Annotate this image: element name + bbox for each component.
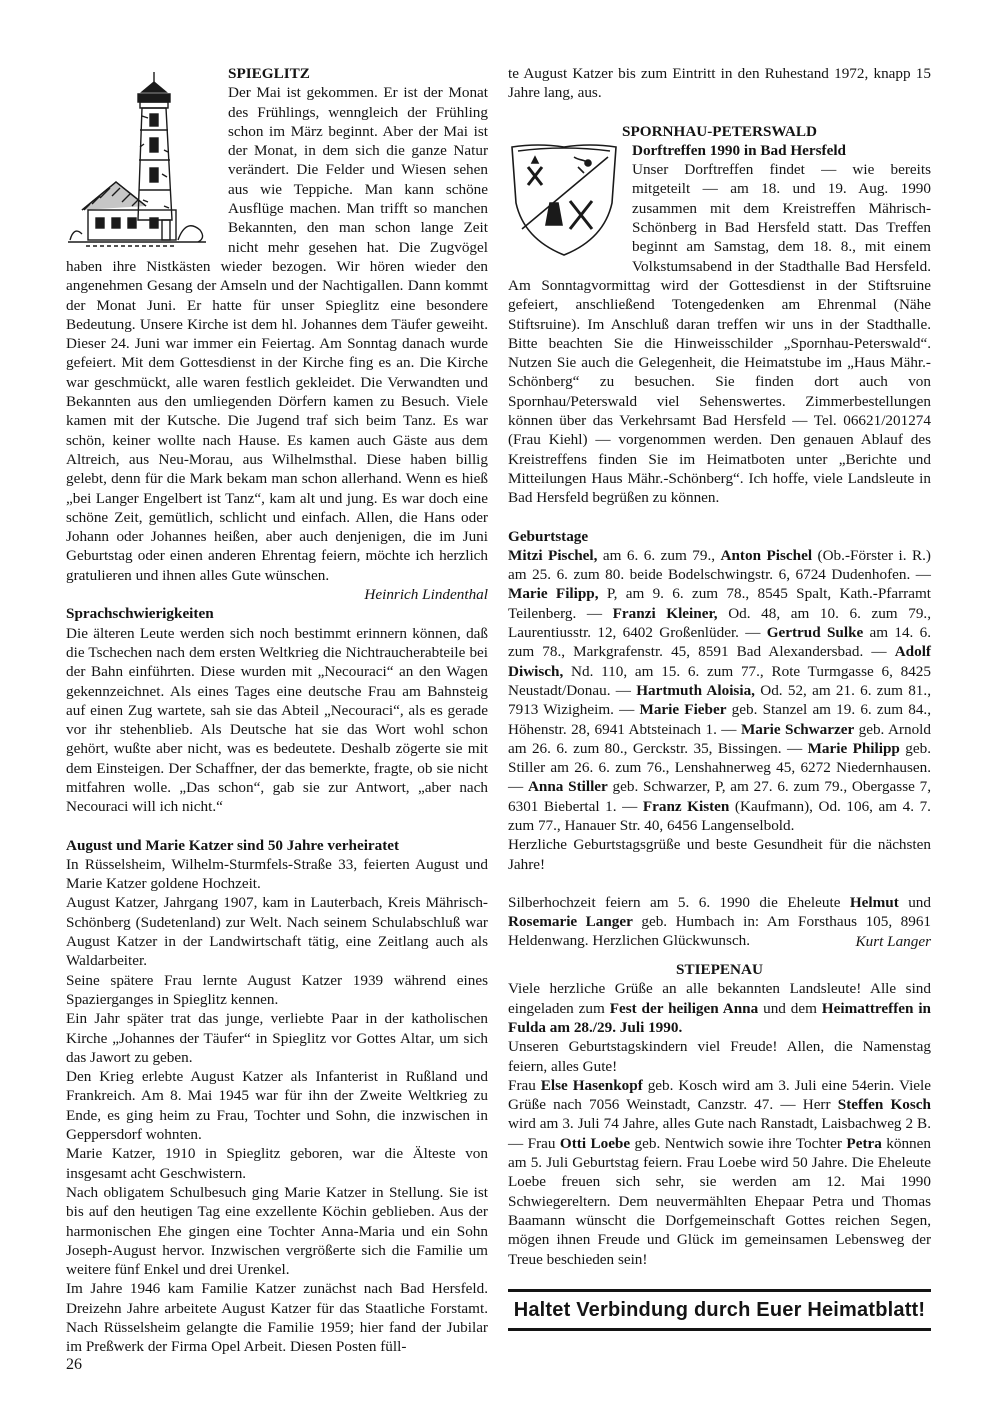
birthday-name: Marie Philipp bbox=[807, 739, 900, 757]
spornhau-heading: SPORNHAU-PETERSWALD bbox=[622, 122, 817, 140]
spieglitz-body: Der Mai ist gekommen. Er ist der Monat des Frühlings, wenngleich der Frühling schon im März beginnt. Aber der Mai ist der Monat, in dem sich die ganze Natur verändert. Die Felder und Wiesen sehen aus wie Teppiche. Man kann schöne Ausflüge machen. Man trifft so manchen Bekannten, den man schon lange Zeit nicht mehr gesehen hat. Die Zugvögel haben ihre Nistkästen wieder bezogen. Wir hören wieder den angenehmen Gesang der Amseln und der Nachtigallen. Dann kommt der Monat Juni. Er hatte für unser Spieglitz eine besondere Bedeutung. Unsere Kirche ist dem hl. Johannes dem Täufer geweiht. Dieser 24. Juni war immer ein Feiertag. Am Sonntag danach wurde gefeiert. Mit dem Gottesdienst in der Kirche fing es an. Die Kirche war geschmückt, alle waren festlich gekleidet. Die Verwandten und Bekannten aus den umliegenden Dörfern kamen zu Besuch. Viele kamen mit der Kutsche. Die Jugend traf sich beim Tanz. Es war schön, keiner wollte nach Hause. Es kamen auch Gäste aus dem Altreich, aus Neu-Morau, aus Wilhelmsthal. Diese haben billig gelebt, denn für die Mark bekam man schon allerhand. Wenn es hieß „bei Langer Engelbert ist Tanz“, kam alt und jung. Es war doch eine schöne Zeit, gemütlich, schlicht und einfach. Allen, die Hans oder Johann oder Johannes heißen, aber auch denjenigen, die im Juni Geburtstag oder einen anderen Ehrentag feiern, möchte ich herzlich gratulieren und ihnen alles Gute wünschen. bbox=[66, 84, 488, 584]
stiepenau-text: geb. Kosch wird am 3. Juli eine 54erin. Viele Grüße nach 7056 Weinstadt, Canzstr. 47. — Herr bbox=[508, 1076, 931, 1114]
birthday-details: geb. Stiller am 26. 6. zum 76., Lenshahnerweg 45, 6272 Niedernhausen. — bbox=[508, 739, 931, 796]
birthday-name: Franz Kisten bbox=[642, 797, 730, 815]
katzer-paragraph: In Rüsselsheim, Wilhelm-Sturmfels-Straße 33, feierten August und Marie Katzer goldene Hochzeit. bbox=[66, 855, 488, 893]
birthday-details: geb. Arnold am 26. 6. zum 80., Gerckstr. 35, Bissingen. — bbox=[508, 720, 931, 757]
birthday-details: geb. Schwarzer, P, am 27. 6. zum 79., Obergasse 7, 6301 Biebertal 1. — bbox=[508, 778, 931, 815]
birthday-name: Anton Pischel bbox=[720, 546, 813, 564]
stiepenau-bold: Steffen Kosch bbox=[837, 1096, 931, 1114]
silber-author: Kurt Langer bbox=[855, 932, 931, 950]
stiepenau-heading: STIEPENAU bbox=[676, 961, 763, 979]
stiepenau-text: Viele herzliche Grüße an alle bekannten Landsleute! Alle sind eingeladen zum bbox=[508, 980, 931, 1017]
geburtstage-greeting: Herzliche Geburtstagsgrüße und beste Gesundheit für die nächsten Jahre! bbox=[508, 836, 931, 873]
birthday-details: am 14. 6. zum 78., Markgrafenstr. 45, 8591 Bad Alexandersbad. — bbox=[508, 624, 931, 661]
stiepenau-text: Frau bbox=[508, 1076, 541, 1094]
birthday-details: P, am 9. 6. zum 78., 8545 Spalt, Kath.-Pfarramt Teilenberg. — bbox=[508, 585, 931, 622]
stiepenau-bold: Fest der heiligen Anna bbox=[609, 999, 759, 1017]
birthday-details: (Ob.-Förster i. R.) am 25. 6. zum 80. beide Bodelschwingstr. 6, 6724 Dudenhofen. — bbox=[508, 546, 931, 584]
katzer-paragraph: Den Krieg erlebte August Katzer als Infanterist in Rußland und Frankreich. Am 8. Mai 1945 war für ihn der Zweite Weltkrieg zu Ende, es ging heim zu Frau, Tochter und Sohn, die inzwischen in Geppersdorf wohnten. bbox=[66, 1068, 488, 1144]
birthday-details: am 6. 6. zum 79., bbox=[597, 546, 721, 564]
birthday-name: Marie Filipp, bbox=[508, 585, 599, 603]
birthday-details: Nd. 110, am 15. 6. zum 77., Rote Turmgasse 6, 8425 Neustadt/Donau. — bbox=[508, 662, 931, 699]
katzer-paragraph: August Katzer, Jahrgang 1907, kam in Lauterbach, Kreis Mährisch-Schönberg (Sudetenland) zur Welt. Nach seinem Schulabschluß war August Katzer in der Landwirtschaft tätig, eine Zeitlang auch als Waldarbeiter. bbox=[66, 894, 488, 970]
stiepenau-text: und dem bbox=[758, 999, 822, 1017]
katzer-paragraph: Seine spätere Frau lernte August Katzer 1939 während eines Spazierganges in Spieglitz kennen. bbox=[66, 971, 488, 1008]
stiepenau-p3 bbox=[508, 1076, 931, 1269]
birthday-details: Od. 52, am 21. 6. zum 81., 7913 Wizigheim. — bbox=[508, 681, 931, 719]
katzer-paragraph: Im Jahre 1946 kam Familie Katzer zunächst nach Bad Hersfeld. Dreizehn Jahre arbeitete August Katzer für das Staatliche Forstamt. Nach Rüsselsheim gelangte die Familie 1959; hier fand der Jubilar im Preßwerk der Firma Opel Arbeit. Diesen Posten füll- bbox=[66, 1280, 488, 1356]
stiepenau-text: können am 5. Juli Geburtstag feiern. Frau Loebe wird 50 Jahre. Die Eheleute Loebe freuen sich sehr, sie werden am 12. Mai 1990 Schwiegereltern. Dem neuvermählten Ehepaar Petra und Thomas Baamann wünscht die Dorfgemeinschaft Gottes reichen Segen, mögen ihnen Freude und Glück im gemeinsamen Lebensweg der Treue beschieden sein! bbox=[508, 1134, 931, 1268]
silber-name: Helmut bbox=[849, 893, 899, 911]
katzer-paragraph: Nach obligatem Schulbesuch ging Marie Katzer in Stellung. Sie ist bis auf den heutigen Tag eine exzellente Köchin geblieben. Aus der harmonischen Ehe gingen eine Tochter Anna-Maria und ein Sohn Joseph-August hervor. Inzwischen vergrößerte sich die Familie um weitere fünf Enkel und drei Urenkel. bbox=[66, 1183, 488, 1279]
katzer-paragraph: Ein Jahr später trat das junge, verliebte Paar in der katholischen Kirche „Johannes der Täufer“ in Spieglitz vor Gottes Altar, um sich das Jawort zu geben. bbox=[66, 1010, 488, 1066]
spornhau-body: Unser Dorftreffen findet — wie bereits mitgeteilt — am 18. und 19. Aug. 1990 zusammen mit dem Kreistreffen Mährisch-Schönberg in Bad Hersfeld statt. Das Treffen beginnt am Samstag, dem 18. 8., mit einem Volkstumsabend in der Stadthalle Bad Hersfeld. Am Sonntagvormittag wird der Gottesdienst in der Stiftsruine gefeiert, anschließend Totengedenken am Ehrenmal (Nähe Stiftsruine). Im Anschluß daran treffen wir uns in der Stadthalle. Bitte beachten Sie die Hinweisschilder „Spornhau-Peterswald“. Nutzen Sie auch die Gelegenheit, die Heimatstube im „Haus Mähr.-Schönberg“ zu besuchen. Sie finden dort auch von Spornhau/Peterswald viel Sehenswertes. Zimmerbestellungen können über das Verkehrsamt Bad Hersfeld — Tel. 06621/201274 (Frau Kiehl) — vorgenommen werden. Den genauen Ablauf des Kreistreffens finden Sie im Heimatboten unter „Berichte und Mitteilungen Haus Mähr.-Schönberg“. Ich hoffe, viele Landsleute in Bad Hersfeld begrüßen zu können. bbox=[508, 161, 931, 507]
birthday-name: Hartmuth Aloisia, bbox=[636, 681, 755, 699]
page-number: 26 bbox=[66, 1356, 82, 1373]
right-column bbox=[508, 64, 931, 1269]
silber-text: Silberhochzeit feiern am 5. 6. 1990 die Eheleute bbox=[508, 893, 850, 911]
birthday-name: Adolf Diwisch, bbox=[508, 643, 931, 680]
stiepenau-bold: Otti Loebe bbox=[559, 1134, 631, 1152]
stiepenau-text: geb. Nentwich sowie ihre Tochter bbox=[630, 1134, 847, 1152]
silber-text: und bbox=[898, 893, 931, 911]
left-column bbox=[66, 64, 488, 1357]
geburtstage-heading: Geburtstage bbox=[508, 527, 589, 545]
stiepenau-bold: Else Hasenkopf bbox=[540, 1076, 643, 1094]
sprach-body: Die älteren Leute werden sich noch bestimmt erinnern können, daß die Tschechen nach dem ersten Weltkrieg die Nichtraucherabteile bei der Bahn einführten. Diese wurden mit „Necouraci“ an den Wagen gekennzeichnet. Als eines Tages eine deutsche Frau am Bahnsteig auf einen Zug wartete, sah sie das Abteil „Necouraci“, als es gerade vor ihr stehenblieb. Als Deutsche hat sie das Wort wohl schon gehört, wußte aber nicht, was es bedeutete. Deshalb zögerte sie mit dem Einsteigen. Der Schaffner, der das bemerkte, fragte, ob sie nicht mitfahren wolle. „Das schon“, gab sie zur Antwort, „aber nach Necouraci will ich nicht.“ bbox=[66, 624, 488, 816]
birthday-name: Gertrud Sulke bbox=[766, 624, 864, 642]
katzer-paragraph: Marie Katzer, 1910 in Spieglitz geboren, war die Älteste von insgesamt acht Geschwistern. bbox=[66, 1145, 488, 1182]
birthday-name: Marie Schwarzer bbox=[740, 720, 855, 738]
geburtstage-list bbox=[508, 546, 931, 835]
birthday-name: Mitzi Pischel, bbox=[508, 546, 598, 564]
silber-name: Rosemarie Langer bbox=[508, 913, 633, 931]
katzer-continuation: te August Katzer bis zum Eintritt in den Ruhestand 1972, knapp 15 Jahre lang, aus. bbox=[508, 65, 931, 102]
spieglitz-author: Heinrich Lindenthal bbox=[364, 586, 488, 604]
sprach-heading: Sprachschwierigkeiten bbox=[66, 605, 214, 623]
stiepenau-text: wird am 3. Juli 74 Jahre, alles Gute nach Ranstadt, Laisbachweg 2 B. — Frau bbox=[508, 1115, 931, 1152]
birthday-name: Anna Stiller bbox=[527, 778, 608, 796]
birthday-details: (Kaufmann), Od. 106, am 4. 7. zum 77., Hanauer Str. 40, 6456 Langenselbold. bbox=[508, 797, 931, 834]
stiepenau-p2: Unseren Geburtstagskindern viel Freude! Allen, die Namenstag feiern, alles Gute! bbox=[508, 1038, 931, 1075]
coat-of-arms-icon bbox=[508, 141, 620, 259]
birthday-details: geb. Stanzel am 19. 6. zum 84., Höhenstr. 28, 6941 Abtsteinach 1. — bbox=[508, 701, 932, 738]
birthday-name: Franzi Kleiner, bbox=[612, 604, 718, 622]
spieglitz-heading: SPIEGLITZ bbox=[228, 65, 310, 82]
heimatblatt-banner: Haltet Verbindung durch Euer Heimatblatt! bbox=[508, 1289, 931, 1331]
birthday-name: Marie Fieber bbox=[639, 701, 727, 719]
spornhau-subheading: Dorftreffen 1990 in Bad Hersfeld bbox=[632, 141, 846, 159]
stiepenau-p1 bbox=[508, 979, 931, 1037]
tower-illustration-icon bbox=[66, 70, 216, 248]
birthday-details: Od. 48, am 10. 6. zum 79., Laurentiusstr. 12, 6402 Großenlüder. — bbox=[508, 604, 932, 642]
silber-text: geb. Humbach in: Am Forsthaus 105, 8961 Heldenwang. Herzlichen Glückwunsch. bbox=[508, 913, 932, 950]
katzer-heading: August und Marie Katzer sind 50 Jahre verheiratet bbox=[66, 836, 400, 854]
stiepenau-bold: Heimattreffen in Fulda am 28./29. Juli 1990. bbox=[508, 999, 931, 1036]
stiepenau-bold: Petra bbox=[846, 1134, 882, 1152]
